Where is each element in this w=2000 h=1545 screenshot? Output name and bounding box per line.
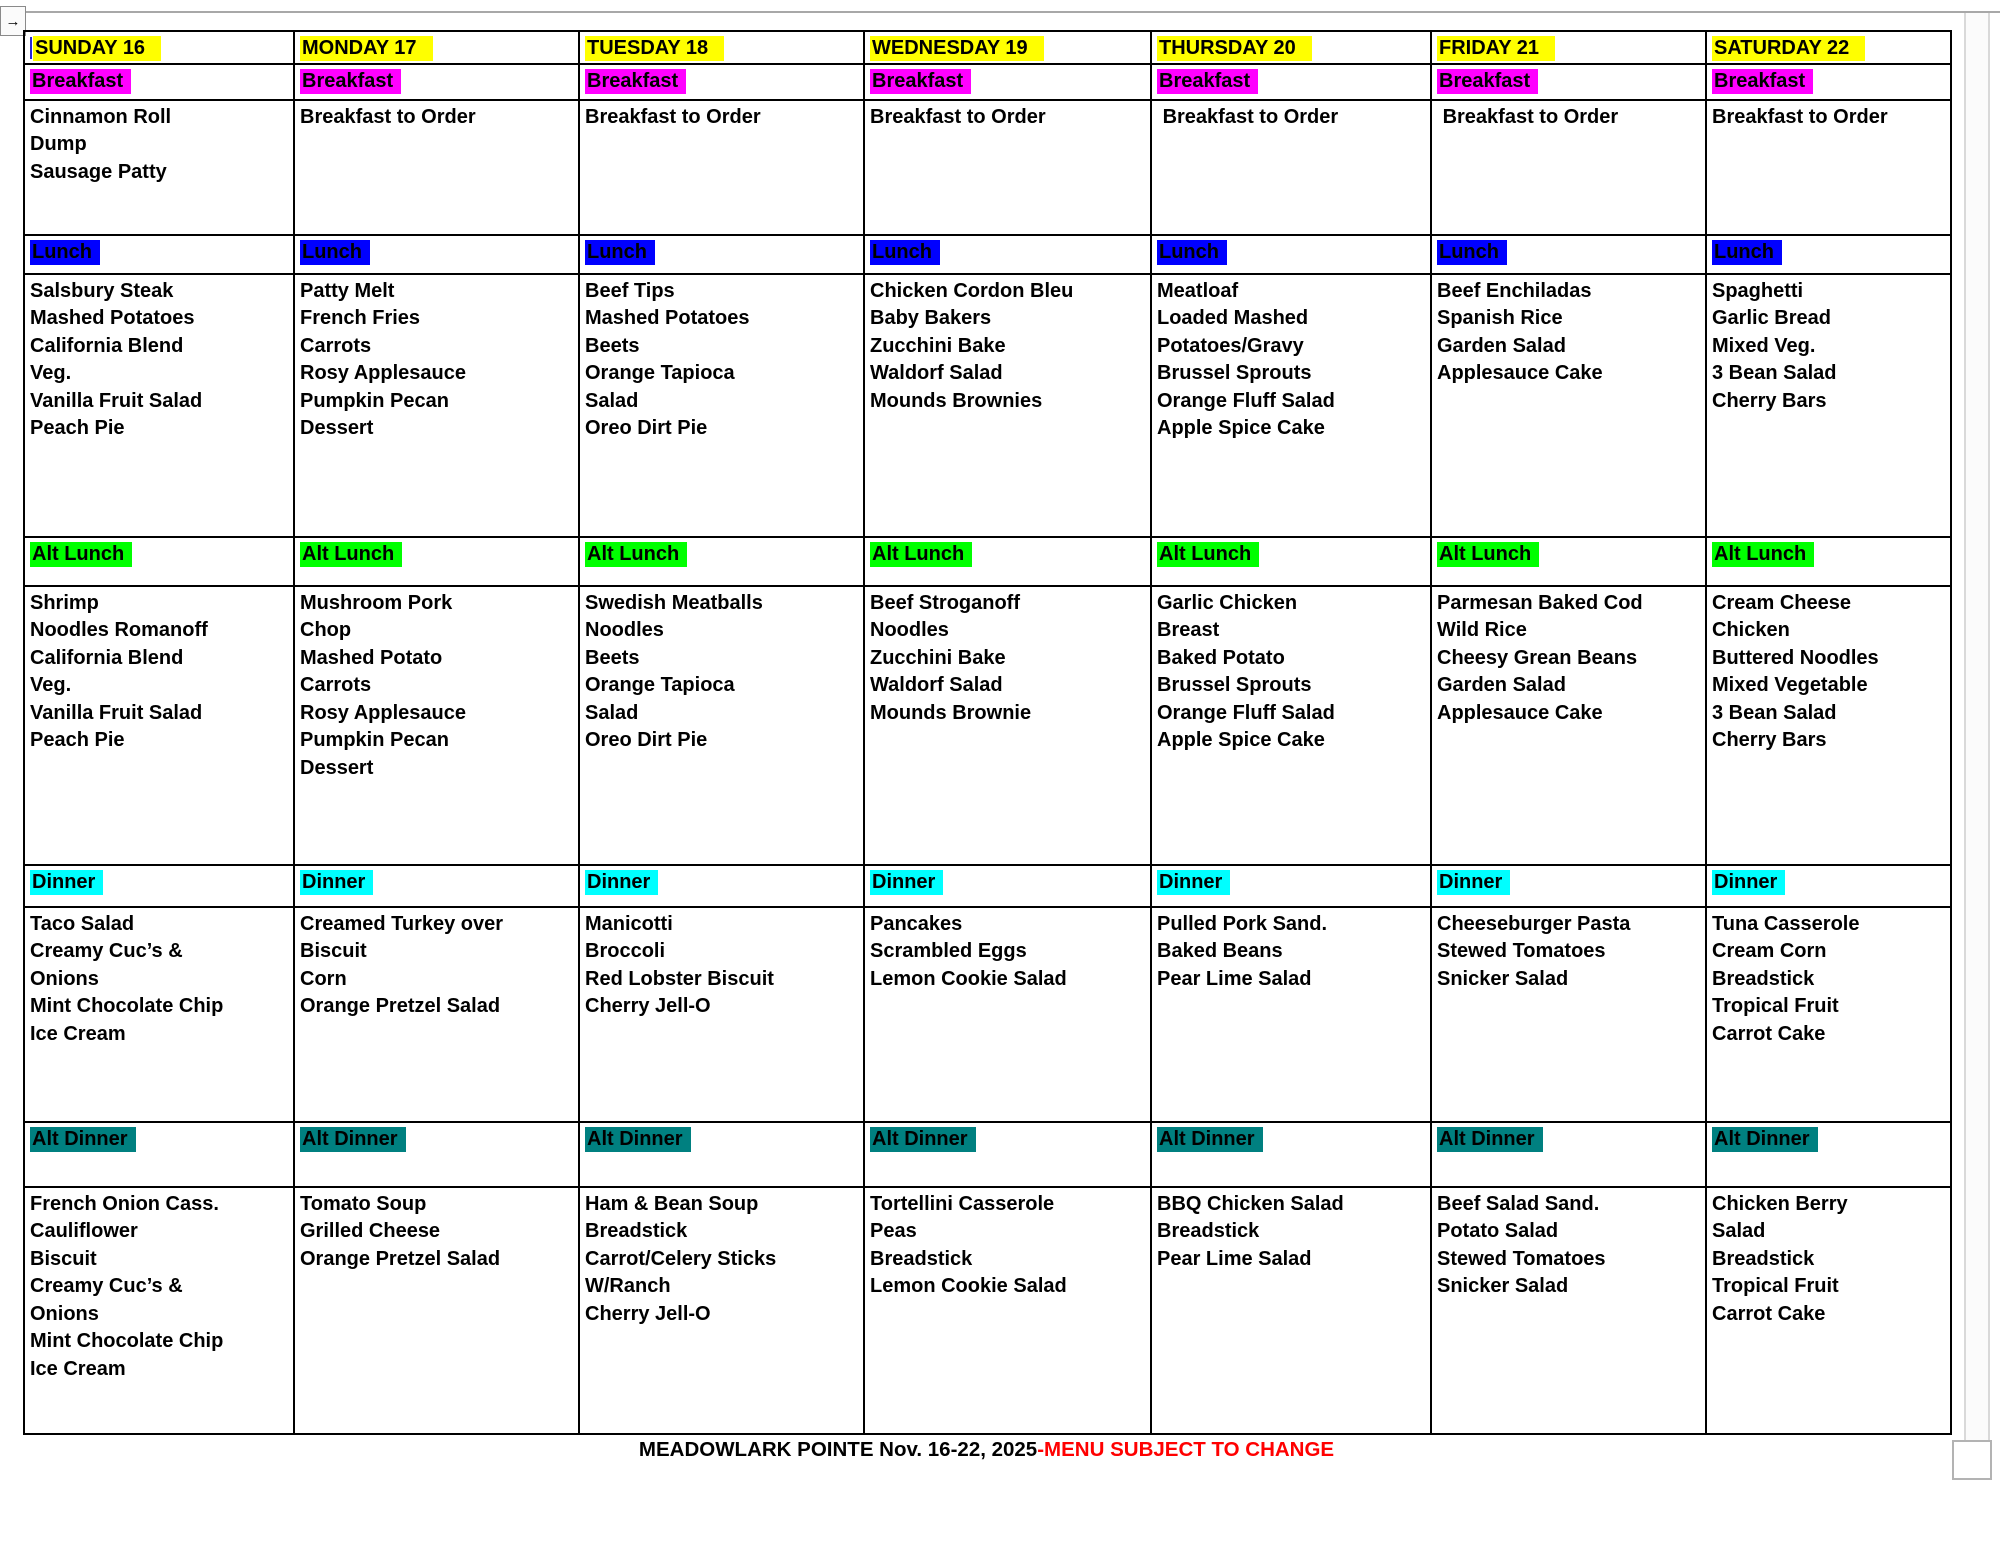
friday-lunch-items-cell: [1431, 274, 1706, 537]
menu-item-line: Vanilla Fruit Salad: [30, 389, 203, 412]
tuesday-alt-dinner-label-cell: [579, 1122, 864, 1187]
menu-item-line: Tomato Soup: [300, 1192, 427, 1215]
menu-item-line: Applesauce Cake: [1437, 701, 1603, 724]
footer-warning: -MENU SUBJECT TO CHANGE: [1037, 1438, 1335, 1461]
thursday-lunch-label-cell: [1151, 235, 1431, 274]
menu-item-line: Orange Fluff Salad: [1157, 389, 1335, 412]
dinner-label: Dinner: [1712, 870, 1785, 895]
alt-lunch-items-row: [24, 586, 1951, 865]
menu-item-line: Garlic Chicken: [1157, 591, 1298, 614]
dinner-label: Dinner: [1157, 870, 1230, 895]
menu-item-line: Baked Beans: [1157, 940, 1283, 962]
menu-item-line: W/Ranch: [585, 1275, 671, 1297]
friday-dinner-label-cell: [1431, 865, 1706, 907]
day-header-label: THURSDAY 20: [1157, 36, 1312, 61]
sunday-alt-lunch-items-cell: [24, 586, 294, 865]
day-header-cell-wednesday: [864, 31, 1151, 64]
menu-item-line: Dessert: [300, 756, 374, 779]
alt-dinner-label: Alt Dinner: [1157, 1127, 1263, 1152]
tuesday-alt-lunch-items-cell: [579, 586, 864, 865]
friday-lunch-label-cell: [1431, 235, 1706, 274]
frame-top-border: [26, 11, 2000, 13]
menu-item-line: Beef Stroganoff: [870, 591, 1020, 614]
tuesday-alt-dinner-items-cell: [579, 1187, 864, 1434]
menu-item-line: Breadstick: [1157, 1220, 1260, 1242]
alt-lunch-label: Alt Lunch: [30, 542, 132, 567]
menu-item-line: BBQ Chicken Salad: [1157, 1192, 1344, 1215]
menu-item-line: Mushroom Pork: [300, 591, 453, 614]
friday-alt-dinner-items-cell: [1431, 1187, 1706, 1434]
menu-item-line: Apple Spice Cake: [1157, 417, 1325, 439]
monday-alt-lunch-label-cell: [294, 537, 579, 586]
menu-item-line: Orange Tapioca: [585, 362, 735, 384]
sunday-dinner-items-cell: [24, 907, 294, 1122]
menu-item-line: Scrambled Eggs: [870, 940, 1027, 962]
menu-item-line: Potato Salad: [1437, 1220, 1559, 1242]
menu-item-line: Cauliflower: [30, 1220, 138, 1242]
thursday-dinner-label-cell: [1151, 865, 1431, 907]
breakfast-label: Breakfast: [300, 69, 401, 94]
saturday-alt-dinner-items-cell: [1706, 1187, 1951, 1434]
dinner-label-row: [24, 865, 1951, 907]
saturday-alt-lunch-label-cell: [1706, 537, 1951, 586]
menu-item-line: Breadstick: [585, 1220, 688, 1242]
alt-lunch-label: Alt Lunch: [1712, 542, 1814, 567]
saturday-alt-dinner-label-cell: [1706, 1122, 1951, 1187]
menu-item-line: Shrimp: [30, 591, 99, 614]
lunch-label: Lunch: [1157, 240, 1227, 265]
menu-item-line: Biscuit: [300, 940, 367, 962]
menu-item-line: Cream Corn: [1712, 940, 1827, 962]
dinner-items-row: [24, 907, 1951, 1122]
alt-dinner-label: Alt Dinner: [870, 1127, 976, 1152]
menu-item-line: Dessert: [300, 417, 374, 439]
menu-item-line: Chicken: [1712, 619, 1790, 641]
menu-item-line: Corn: [300, 967, 347, 990]
thursday-alt-lunch-items-cell: [1151, 586, 1431, 865]
day-header-label: TUESDAY 18: [585, 36, 724, 61]
menu-item-line: Waldorf Salad: [870, 674, 1003, 696]
menu-item-line: Pumpkin Pecan: [300, 729, 449, 751]
menu-item-line: Patty Melt: [300, 279, 395, 302]
menu-item-line: Creamed Turkey over: [300, 912, 504, 935]
alt-lunch-label: Alt Lunch: [300, 542, 402, 567]
lunch-label-row: [24, 235, 1951, 274]
menu-item-line: Breakfast to Order: [870, 105, 1046, 128]
breakfast-label: Breakfast: [1157, 69, 1258, 94]
friday-alt-lunch-label-cell: [1431, 537, 1706, 586]
menu-item-line: Tropical Fruit: [1712, 995, 1839, 1017]
saturday-breakfast-items-cell: [1706, 100, 1951, 235]
footer: [23, 1436, 1950, 1464]
tuesday-breakfast-items-cell: [579, 100, 864, 235]
dinner-label: Dinner: [870, 870, 943, 895]
menu-item-line: French Onion Cass.: [30, 1192, 219, 1215]
alt-lunch-label: Alt Lunch: [1157, 542, 1259, 567]
friday-alt-dinner-label-cell: [1431, 1122, 1706, 1187]
monday-alt-dinner-items-cell: [294, 1187, 579, 1434]
menu-item-line: Manicotti: [585, 912, 673, 935]
sunday-dinner-label-cell: [24, 865, 294, 907]
alt-lunch-label-row: [24, 537, 1951, 586]
menu-item-line: Lemon Cookie Salad: [870, 967, 1067, 990]
tuesday-lunch-label-cell: [579, 235, 864, 274]
menu-item-line: Baby Bakers: [870, 307, 992, 329]
wednesday-dinner-items-cell: [864, 907, 1151, 1122]
monday-lunch-label-cell: [294, 235, 579, 274]
right-arrow-icon: →: [5, 12, 21, 30]
tuesday-lunch-items-cell: [579, 274, 864, 537]
text-cursor: [30, 37, 32, 59]
sunday-breakfast-items-cell: [24, 100, 294, 235]
alt-dinner-label: Alt Dinner: [1712, 1127, 1818, 1152]
monday-dinner-items-cell: [294, 907, 579, 1122]
menu-item-line: Chicken Berry: [1712, 1192, 1848, 1215]
menu-item-line: Beets: [585, 334, 640, 357]
menu-item-line: Salsbury Steak: [30, 279, 174, 302]
menu-item-line: Pear Lime Salad: [1157, 1247, 1312, 1270]
lunch-label: Lunch: [30, 240, 100, 265]
dinner-label: Dinner: [30, 870, 103, 895]
menu-item-line: Apple Spice Cake: [1157, 729, 1325, 751]
lunch-label: Lunch: [300, 240, 370, 265]
sunday-alt-dinner-label-cell: [24, 1122, 294, 1187]
friday-dinner-items-cell: [1431, 907, 1706, 1122]
friday-breakfast-label-cell: [1431, 64, 1706, 100]
menu-item-line: California Blend: [30, 334, 184, 357]
tuesday-dinner-items-cell: [579, 907, 864, 1122]
menu-item-line: Ice Cream: [30, 1022, 126, 1045]
thursday-alt-lunch-label-cell: [1151, 537, 1431, 586]
sunday-alt-dinner-items-cell: [24, 1187, 294, 1434]
menu-item-line: Garlic Bread: [1712, 307, 1831, 329]
menu-item-line: Carrot Cake: [1712, 1022, 1826, 1045]
tuesday-alt-lunch-label-cell: [579, 537, 864, 586]
menu-item-line: Pancakes: [870, 912, 963, 935]
menu-item-line: Garden Salad: [1437, 674, 1566, 696]
menu-item-line: Snicker Salad: [1437, 967, 1569, 990]
tuesday-dinner-label-cell: [579, 865, 864, 907]
lunch-label: Lunch: [1437, 240, 1507, 265]
day-header-label: FRIDAY 21: [1437, 36, 1555, 61]
menu-item-line: Ham & Bean Soup: [585, 1192, 759, 1215]
breakfast-label: Breakfast: [1712, 69, 1813, 94]
menu-item-line: Rosy Applesauce: [300, 362, 466, 384]
tuesday-breakfast-label-cell: [579, 64, 864, 100]
monday-alt-dinner-label-cell: [294, 1122, 579, 1187]
menu-item-line: Breakfast to Order: [1157, 105, 1339, 128]
day-header-label: WEDNESDAY 19: [870, 36, 1044, 61]
breakfast-items-row: [24, 100, 1951, 235]
menu-item-line: Cinnamon Roll: [30, 105, 172, 128]
thursday-breakfast-items-cell: [1151, 100, 1431, 235]
menu-item-line: Vanilla Fruit Salad: [30, 701, 203, 724]
menu-item-line: Orange Fluff Salad: [1157, 701, 1335, 724]
day-header-cell-saturday: [1706, 31, 1951, 64]
menu-item-line: Peach Pie: [30, 729, 125, 751]
menu-item-line: Breakfast to Order: [1437, 105, 1619, 128]
wednesday-alt-lunch-label-cell: [864, 537, 1151, 586]
friday-breakfast-items-cell: [1431, 100, 1706, 235]
menu-item-line: Orange Tapioca: [585, 674, 735, 696]
menu-item-line: French Fries: [300, 307, 421, 329]
menu-item-line: Lemon Cookie Salad: [870, 1275, 1067, 1297]
sunday-lunch-label-cell: [24, 235, 294, 274]
menu-item-line: Swedish Meatballs: [585, 591, 763, 614]
saturday-breakfast-label-cell: [1706, 64, 1951, 100]
wednesday-breakfast-items-cell: [864, 100, 1151, 235]
saturday-alt-lunch-items-cell: [1706, 586, 1951, 865]
monday-breakfast-items-cell: [294, 100, 579, 235]
menu-item-line: Meatloaf: [1157, 279, 1239, 302]
sunday-alt-lunch-label-cell: [24, 537, 294, 586]
dinner-label: Dinner: [585, 870, 658, 895]
menu-item-line: Grilled Cheese: [300, 1220, 441, 1242]
menu-item-line: Breakfast to Order: [1712, 105, 1888, 128]
menu-item-line: Taco Salad: [30, 912, 135, 935]
menu-item-line: Breadstick: [1712, 967, 1815, 990]
menu-item-line: Brussel Sprouts: [1157, 674, 1312, 696]
day-header-cell-tuesday: [579, 31, 864, 64]
menu-item-line: Breast: [1157, 619, 1220, 641]
wednesday-alt-dinner-label-cell: [864, 1122, 1151, 1187]
menu-item-line: Salad: [1712, 1220, 1766, 1242]
menu-item-line: Salad: [585, 389, 639, 412]
menu-item-line: Oreo Dirt Pie: [585, 417, 708, 439]
menu-item-line: Pear Lime Salad: [1157, 967, 1312, 990]
menu-item-line: Orange Pretzel Salad: [300, 995, 501, 1017]
day-header-label: SUNDAY 16: [33, 36, 161, 61]
menu-item-line: Creamy Cuc’s &: [30, 1275, 183, 1297]
menu-item-line: Potatoes/Gravy: [1157, 334, 1304, 357]
saturday-lunch-items-cell: [1706, 274, 1951, 537]
monday-dinner-label-cell: [294, 865, 579, 907]
thursday-alt-dinner-label-cell: [1151, 1122, 1431, 1187]
sunday-breakfast-label-cell: [24, 64, 294, 100]
menu-item-line: Cherry Bars: [1712, 729, 1827, 751]
thursday-alt-dinner-items-cell: [1151, 1187, 1431, 1434]
menu-item-line: Breadstick: [1712, 1247, 1815, 1270]
menu-item-line: Waldorf Salad: [870, 362, 1003, 384]
menu-table-body: [24, 31, 1951, 1434]
wednesday-alt-dinner-items-cell: [864, 1187, 1151, 1434]
alt-dinner-label: Alt Dinner: [585, 1127, 691, 1152]
wednesday-lunch-label-cell: [864, 235, 1151, 274]
menu-item-line: Breakfast to Order: [585, 105, 761, 128]
alt-lunch-label: Alt Lunch: [585, 542, 687, 567]
monday-breakfast-label-cell: [294, 64, 579, 100]
wednesday-lunch-items-cell: [864, 274, 1151, 537]
menu-item-line: Pulled Pork Sand.: [1157, 912, 1328, 935]
lunch-label: Lunch: [1712, 240, 1782, 265]
lunch-label: Lunch: [870, 240, 940, 265]
breakfast-label-row: [24, 64, 1951, 100]
menu-item-line: Cherry Bars: [1712, 389, 1827, 412]
menu-item-line: Zucchini Bake: [870, 646, 1006, 669]
menu-item-line: Beef Enchiladas: [1437, 279, 1592, 302]
menu-item-line: Beef Tips: [585, 279, 675, 302]
menu-item-line: Spanish Rice: [1437, 307, 1563, 329]
day-header-label: MONDAY 17: [300, 36, 433, 61]
monday-lunch-items-cell: [294, 274, 579, 537]
menu-item-line: Oreo Dirt Pie: [585, 729, 708, 751]
menu-item-line: Mounds Brownies: [870, 389, 1043, 412]
menu-item-line: Onions: [30, 1302, 99, 1325]
menu-item-line: Ice Cream: [30, 1357, 126, 1380]
menu-item-line: Carrots: [300, 674, 372, 696]
day-header-cell-sunday: [24, 31, 294, 64]
menu-item-line: Carrots: [300, 334, 372, 357]
day-header-cell-thursday: [1151, 31, 1431, 64]
menu-item-line: Applesauce Cake: [1437, 362, 1603, 384]
menu-item-line: Cherry Jell-O: [585, 995, 711, 1017]
menu-item-line: 3 Bean Salad: [1712, 701, 1837, 724]
wednesday-alt-lunch-items-cell: [864, 586, 1151, 865]
menu-item-line: Cheesy Grean Beans: [1437, 646, 1638, 669]
menu-item-line: Zucchini Bake: [870, 334, 1006, 357]
menu-item-line: Mashed Potato: [300, 646, 443, 669]
thursday-lunch-items-cell: [1151, 274, 1431, 537]
menu-item-line: Broccoli: [585, 940, 666, 962]
day-header-cell-monday: [294, 31, 579, 64]
menu-item-line: Beets: [585, 646, 640, 669]
alt-lunch-label: Alt Lunch: [1437, 542, 1539, 567]
alt-dinner-label-row: [24, 1122, 1951, 1187]
menu-item-line: Chicken Cordon Bleu: [870, 279, 1074, 302]
menu-item-line: Dump: [30, 133, 87, 155]
right-scrollbar-strip[interactable]: [1964, 13, 1990, 1478]
menu-item-line: Cream Cheese: [1712, 591, 1851, 614]
menu-item-line: Cheeseburger Pasta: [1437, 912, 1631, 935]
menu-item-line: 3 Bean Salad: [1712, 362, 1837, 384]
thursday-dinner-items-cell: [1151, 907, 1431, 1122]
menu-table: [23, 30, 1952, 1435]
menu-item-line: Mint Chocolate Chip: [30, 1330, 224, 1352]
saturday-lunch-label-cell: [1706, 235, 1951, 274]
breakfast-label: Breakfast: [585, 69, 686, 94]
menu-item-line: Mounds Brownie: [870, 701, 1032, 724]
alt-dinner-label: Alt Dinner: [300, 1127, 406, 1152]
menu-item-line: Onions: [30, 967, 99, 990]
menu-item-line: Parmesan Baked Cod: [1437, 591, 1643, 614]
monday-alt-lunch-items-cell: [294, 586, 579, 865]
menu-item-line: Noodles: [585, 619, 664, 641]
alt-dinner-items-row: [24, 1187, 1951, 1434]
menu-item-line: Loaded Mashed: [1157, 307, 1309, 329]
menu-item-line: Cherry Jell-O: [585, 1302, 711, 1325]
alt-lunch-label: Alt Lunch: [870, 542, 972, 567]
breakfast-label: Breakfast: [870, 69, 971, 94]
breakfast-label: Breakfast: [1437, 69, 1538, 94]
day-header-label: SATURDAY 22: [1712, 36, 1865, 61]
menu-item-line: Noodles Romanoff: [30, 619, 208, 641]
menu-item-line: Creamy Cuc’s &: [30, 940, 183, 962]
breakfast-label: Breakfast: [30, 69, 131, 94]
thursday-breakfast-label-cell: [1151, 64, 1431, 100]
menu-item-line: Mint Chocolate Chip: [30, 995, 224, 1017]
lunch-items-row: [24, 274, 1951, 537]
menu-item-line: Red Lobster Biscuit: [585, 967, 774, 990]
right-scrollbar-notch[interactable]: [1952, 1440, 1992, 1480]
dinner-label: Dinner: [300, 870, 373, 895]
menu-item-line: Carrot Cake: [1712, 1302, 1826, 1325]
alt-dinner-label: Alt Dinner: [30, 1127, 136, 1152]
menu-item-line: Beef Salad Sand.: [1437, 1192, 1600, 1215]
menu-item-line: Sausage Patty: [30, 160, 167, 183]
sunday-lunch-items-cell: [24, 274, 294, 537]
menu-item-line: Stewed Tomatoes: [1437, 1247, 1606, 1270]
menu-item-line: Noodles: [870, 619, 949, 641]
menu-item-line: Breakfast to Order: [300, 105, 476, 128]
menu-item-line: Mashed Potatoes: [30, 307, 195, 329]
menu-item-line: Carrot/Celery Sticks: [585, 1247, 777, 1270]
day-header-row: [24, 31, 1951, 64]
menu-item-line: Breadstick: [870, 1247, 973, 1270]
menu-item-line: Orange Pretzel Salad: [300, 1247, 501, 1270]
menu-item-line: Spaghetti: [1712, 279, 1804, 302]
day-header-cell-friday: [1431, 31, 1706, 64]
dinner-label: Dinner: [1437, 870, 1510, 895]
friday-alt-lunch-items-cell: [1431, 586, 1706, 865]
menu-item-line: Tuna Casserole: [1712, 912, 1860, 935]
footer-title: MEADOWLARK POINTE Nov. 16-22, 2025: [638, 1438, 1038, 1461]
menu-item-line: Tropical Fruit: [1712, 1275, 1839, 1297]
wednesday-breakfast-label-cell: [864, 64, 1151, 100]
menu-item-line: Stewed Tomatoes: [1437, 940, 1606, 962]
wednesday-dinner-label-cell: [864, 865, 1151, 907]
saturday-dinner-items-cell: [1706, 907, 1951, 1122]
lunch-label: Lunch: [585, 240, 655, 265]
menu-item-line: Pumpkin Pecan: [300, 389, 449, 412]
menu-item-line: Baked Potato: [1157, 646, 1285, 669]
menu-item-line: Buttered Noodles: [1712, 646, 1879, 669]
menu-item-line: Mixed Vegetable: [1712, 674, 1868, 696]
menu-item-line: Tortellini Casserole: [870, 1192, 1055, 1215]
menu-item-line: Salad: [585, 701, 639, 724]
menu-item-line: Snicker Salad: [1437, 1275, 1569, 1297]
menu-item-line: Garden Salad: [1437, 334, 1566, 357]
menu-item-line: Veg.: [30, 362, 72, 384]
saturday-dinner-label-cell: [1706, 865, 1951, 907]
menu-item-line: Peach Pie: [30, 417, 125, 439]
alt-dinner-label: Alt Dinner: [1437, 1127, 1543, 1152]
menu-item-line: Peas: [870, 1220, 917, 1242]
menu-item-line: Mashed Potatoes: [585, 307, 750, 329]
menu-item-line: Brussel Sprouts: [1157, 362, 1312, 384]
menu-item-line: California Blend: [30, 646, 184, 669]
menu-item-line: Wild Rice: [1437, 619, 1527, 641]
menu-item-line: Veg.: [30, 674, 72, 696]
menu-item-line: Rosy Applesauce: [300, 701, 466, 724]
menu-item-line: Biscuit: [30, 1247, 97, 1270]
menu-item-line: Mixed Veg.: [1712, 334, 1816, 357]
menu-item-line: Chop: [300, 619, 352, 641]
